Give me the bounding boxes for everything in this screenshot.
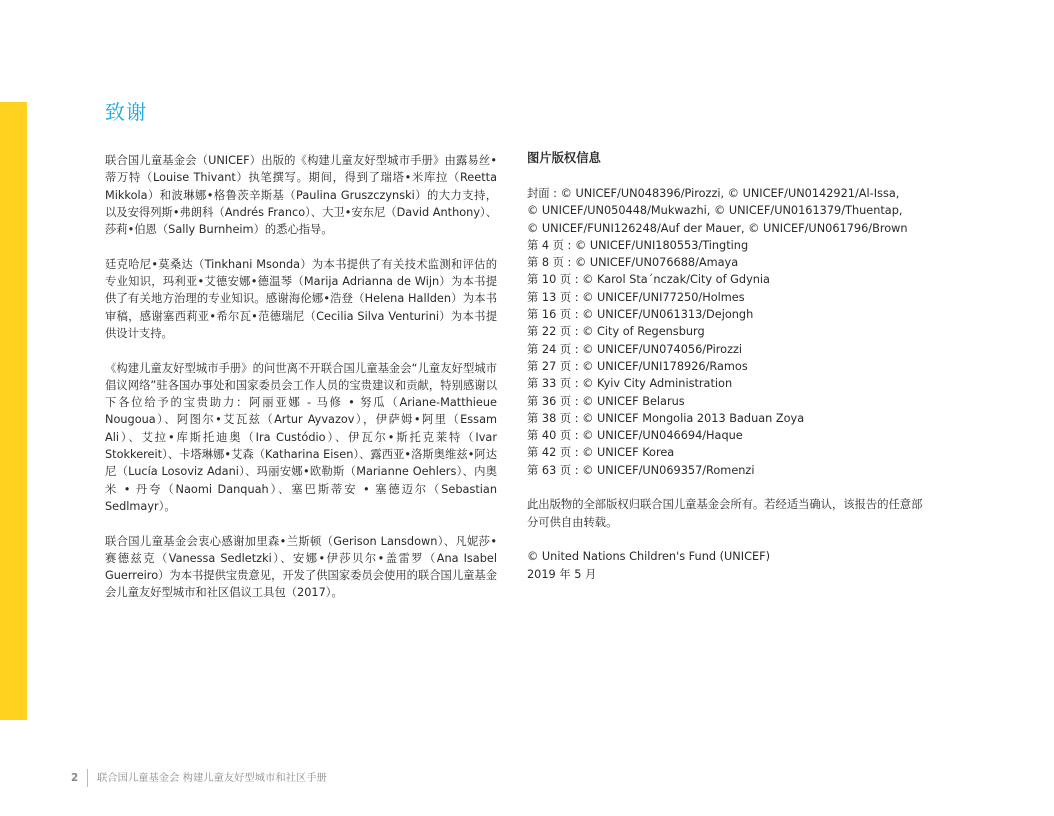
page-footer (0, 768, 600, 788)
credit-line: 第 40 页 : © UNICEF/UN046694/Haque (527, 429, 743, 443)
acknowledgements-column (105, 152, 497, 619)
credit-line: © UNICEF/FUNI126248/Auf der Mauer, © UNICEF/UN061796/Brown (527, 221, 908, 235)
credit-line: 第 38 页 : © UNICEF Mongolia 2013 Baduan Zoya (527, 411, 805, 425)
credit-line: 第 33 页 : © Kyiv City Administration (527, 377, 733, 391)
acknowledgement-paragraph: 《构建儿童友好型城市手册》的问世离不开联合国儿童基金会“儿童友好型城市倡议网络”驻各国办事处和国家委员会工作人员的宝贵建议和贡献，特别感谢以下各位给予的宝贵助力：阿丽亚娜 - 马修 • 努瓜（Ariane-Matthieue Nougoua）、阿图尔•艾瓦兹（Artur Ayvazov），伊萨姆•阿里（Essam Ali）、艾拉•库斯托迪奥（Ira Custódio）、伊瓦尔•斯托克莱特（Ivar Stokkereit）、卡塔琳娜•艾森（Katharina Eisen）、露西亚•洛斯奥维兹•阿达尼（Lucía Losoviz Adani）、玛丽安娜•欧勒斯（Marianne Oehlers）、内奥米 • 丹夸（Naomi Danquah）、塞巴斯蒂安 • 塞德迈尔（Sebastian Sedlmayr）。 (105, 361, 497, 513)
credit-line: 第 8 页 : © UNICEF/UN076688/Amaya (527, 256, 739, 270)
credit-line: 第 13 页 : © UNICEF/UNI77250/Holmes (527, 290, 745, 304)
credit-line: © UNICEF/UN050448/Mukwazhi, © UNICEF/UN0161379/Thuentap, (527, 204, 903, 218)
credit-line: 第 42 页 : © UNICEF Korea (527, 446, 675, 460)
yellow-side-bar (0, 102, 27, 720)
page-title: 致谢 (105, 100, 147, 124)
acknowledgement-paragraph: 联合国儿童基金会衷心感谢加里森•兰斯顿（Gerison Lansdown）、凡妮莎•赛德兹克（Vanessa Sedletzki）、安娜•伊莎贝尔•盖雷罗（Ana Isabel Guerreiro）为本书提供宝贵意见，开发了供国家委员会使用的联合国儿童基金会儿童友好型城市和社区倡议工具包（2017）。 (105, 534, 498, 600)
footer-divider (87, 769, 88, 787)
footer-title: 联合国儿童基金会 构建儿童友好型城市和社区手册 (97, 772, 327, 784)
credit-line: 第 16 页 : © UNICEF/UN061313/Dejongh (527, 308, 754, 322)
copyright-line: © United Nations Children's Fund (UNICEF) (527, 550, 771, 564)
acknowledgement-paragraph: 联合国儿童基金会（UNICEF）出版的《构建儿童友好型城市手册》由露易丝•蒂万特（Louise Thivant）执笔撰写。期间，得到了瑞塔•米库拉（Reetta Mikkola）和波琳娜•格鲁茨辛斯基（Paulina Gruszczynski）的大力支持，以及安得列斯•弗朗科（Andrés Franco）、大卫•安东尼（David Anthony）、莎莉•伯恩（Sally Burnheim）的悉心指导。 (105, 154, 497, 237)
credit-line: 封面 : © UNICEF/UN048396/Pirozzi, © UNICEF/UN0142921/Al-Issa, (527, 187, 900, 200)
page-number: 2 (71, 772, 79, 784)
credit-line: 第 24 页 : © UNICEF/UN074056/Pirozzi (527, 342, 743, 356)
credit-line: 第 10 页 : © Karol Sta´nczak/City of Gdynia (527, 273, 770, 287)
photo-credits-list (527, 185, 927, 479)
photo-credits-heading: 图片版权信息 (527, 151, 601, 165)
credit-line: 第 22 页 : © City of Regensburg (527, 325, 705, 339)
rights-statement: 此出版物的全部版权归联合国儿童基金会所有。若经适当确认，该报告的任意部分可供自由转载。 (527, 498, 923, 529)
credit-line: 第 36 页 : © UNICEF Belarus (527, 394, 685, 408)
acknowledgement-paragraph: 廷克哈尼•莫桑达（Tinkhani Msonda）为本书提供了有关技术监测和评估的专业知识，玛利亚•艾德安娜•德温琴（Marija Adrianna de Wijn）为本书提供了有关地方治理的专业知识。感谢海伦娜•浩登（Helena Hallden）为本书审稿，感谢塞西莉亚•希尔瓦•范德瑞尼（Cecilia Silva Venturini）为本书提供设计支持。 (105, 257, 497, 340)
photo-credits-column (527, 150, 927, 583)
publication-date: 2019 年 5 月 (527, 567, 597, 581)
credit-line: 第 63 页 : © UNICEF/UN069357/Romenzi (527, 463, 755, 477)
credit-line: 第 4 页 : © UNICEF/UNI180553/Tingting (527, 238, 749, 252)
credit-line: 第 27 页 : © UNICEF/UNI178926/Ramos (527, 359, 748, 373)
